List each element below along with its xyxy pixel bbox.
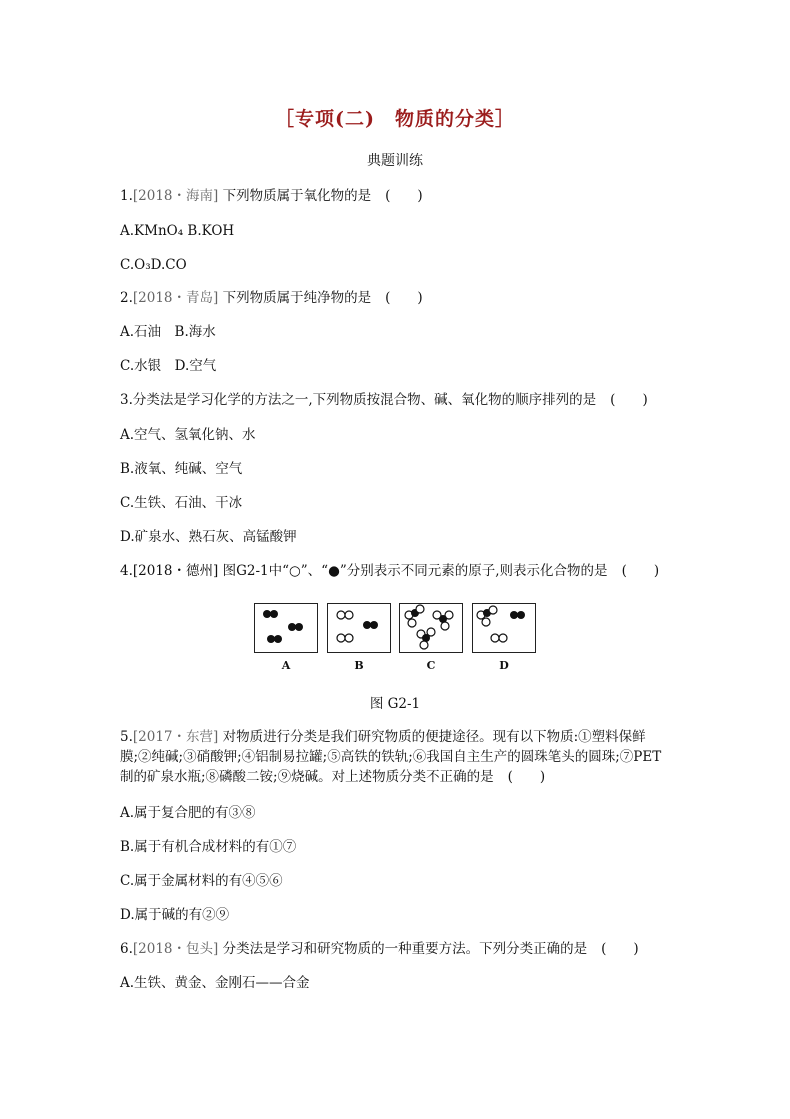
question-number: 5. [120,729,133,745]
figure-box-c [399,603,463,653]
q5-option-c: C.属于金属材料的有④⑤⑥ [120,873,283,889]
question-source: [2018・包头] [132,941,219,957]
figure-label-b: B [354,659,364,672]
q5-option-d: D.属于碱的有②⑨ [120,907,230,923]
q3-option-c: C.生铁、石油、干冰 [120,495,243,511]
question-stem: 图G2-1中“○”、“●”分别表示不同元素的原子,则表示化合物的是 [222,563,608,579]
question-1 [120,187,423,205]
figure-box-a [254,603,318,653]
q3-option-a: A.空气、氢氧化钠、水 [120,427,256,443]
question-number: 1. [120,188,133,204]
answer-paren: ( ) [385,290,423,306]
question-source: [2018・青岛] [132,290,219,306]
q2-options-cd: C.水银 D.空气 [120,358,217,374]
molecule-diagram-c [400,604,461,651]
q1-options-ab: A.KMnO₄ B.KOH [120,223,235,239]
question-source: [2018・海南] [132,188,219,204]
q5-option-b: B.属于有机合成材料的有①⑦ [120,839,297,855]
molecule-figure [254,603,536,675]
q1-options-cd: C.O₃D.CO [120,257,187,273]
section-heading: 典题训练 [367,153,423,169]
q5-option-a: A.属于复合肥的有③⑧ [120,805,256,821]
question-number: 2. [120,290,133,306]
question-stem: 对物质进行分类是我们研究物质的便捷途径。现有以下物质:①塑料保鲜 [222,729,646,745]
question-number: 4. [120,563,133,579]
molecule-diagram-b [328,604,389,651]
question-5-line-3 [120,768,545,786]
figure-box-d [472,603,536,653]
question-number: 6. [120,941,133,957]
figure-caption: 图 G2-1 [369,696,421,712]
answer-paren: ( ) [601,941,639,957]
q6-option-a: A.生铁、黄金、金刚石——合金 [120,975,310,991]
question-stem: 下列物质属于氧化物的是 [222,188,372,204]
answer-paren: ( ) [610,392,648,408]
question-source: [2017・东营] [132,729,219,745]
question-6 [120,940,639,958]
answer-paren: ( ) [385,188,423,204]
molecule-diagram-a [255,604,316,651]
question-stem: 制的矿泉水瓶;⑧磷酸二铵;⑨烧碱。对上述物质分类不正确的是 [120,769,494,785]
answer-paren: ( ) [507,769,546,785]
question-stem: 3.分类法是学习化学的方法之一,下列物质按混合物、碱、氧化物的顺序排列的是 [120,392,597,408]
answer-paren: ( ) [621,563,660,579]
figure-label-c: C [426,659,436,672]
figure-label-d: D [499,659,509,672]
q3-option-b: B.液氧、纯碱、空气 [120,461,243,477]
question-5-line-2: 膜;②纯碱;③硝酸钾;④铝制易拉罐;⑤高铁的铁轨;⑥我国自主生产的圆珠笔头的圆珠;⑦PET [120,749,662,765]
question-stem: 分类法是学习和研究物质的一种重要方法。下列分类正确的是 [222,941,588,957]
figure-box-b [327,603,391,653]
question-2 [120,289,423,307]
molecule-diagram-d [473,604,534,651]
question-4 [120,562,659,580]
question-source: [2018・德州] [132,563,219,579]
question-5-line-1 [120,728,646,746]
question-3 [120,391,648,409]
q3-option-d: D.矿泉水、熟石灰、高锰酸钾 [120,529,297,545]
page-title: ［专项(二) 物质的分类］ [275,108,515,130]
figure-label-a: A [281,659,291,672]
question-stem: 下列物质属于纯净物的是 [222,290,372,306]
q2-options-ab: A.石油 B.海水 [120,324,216,340]
